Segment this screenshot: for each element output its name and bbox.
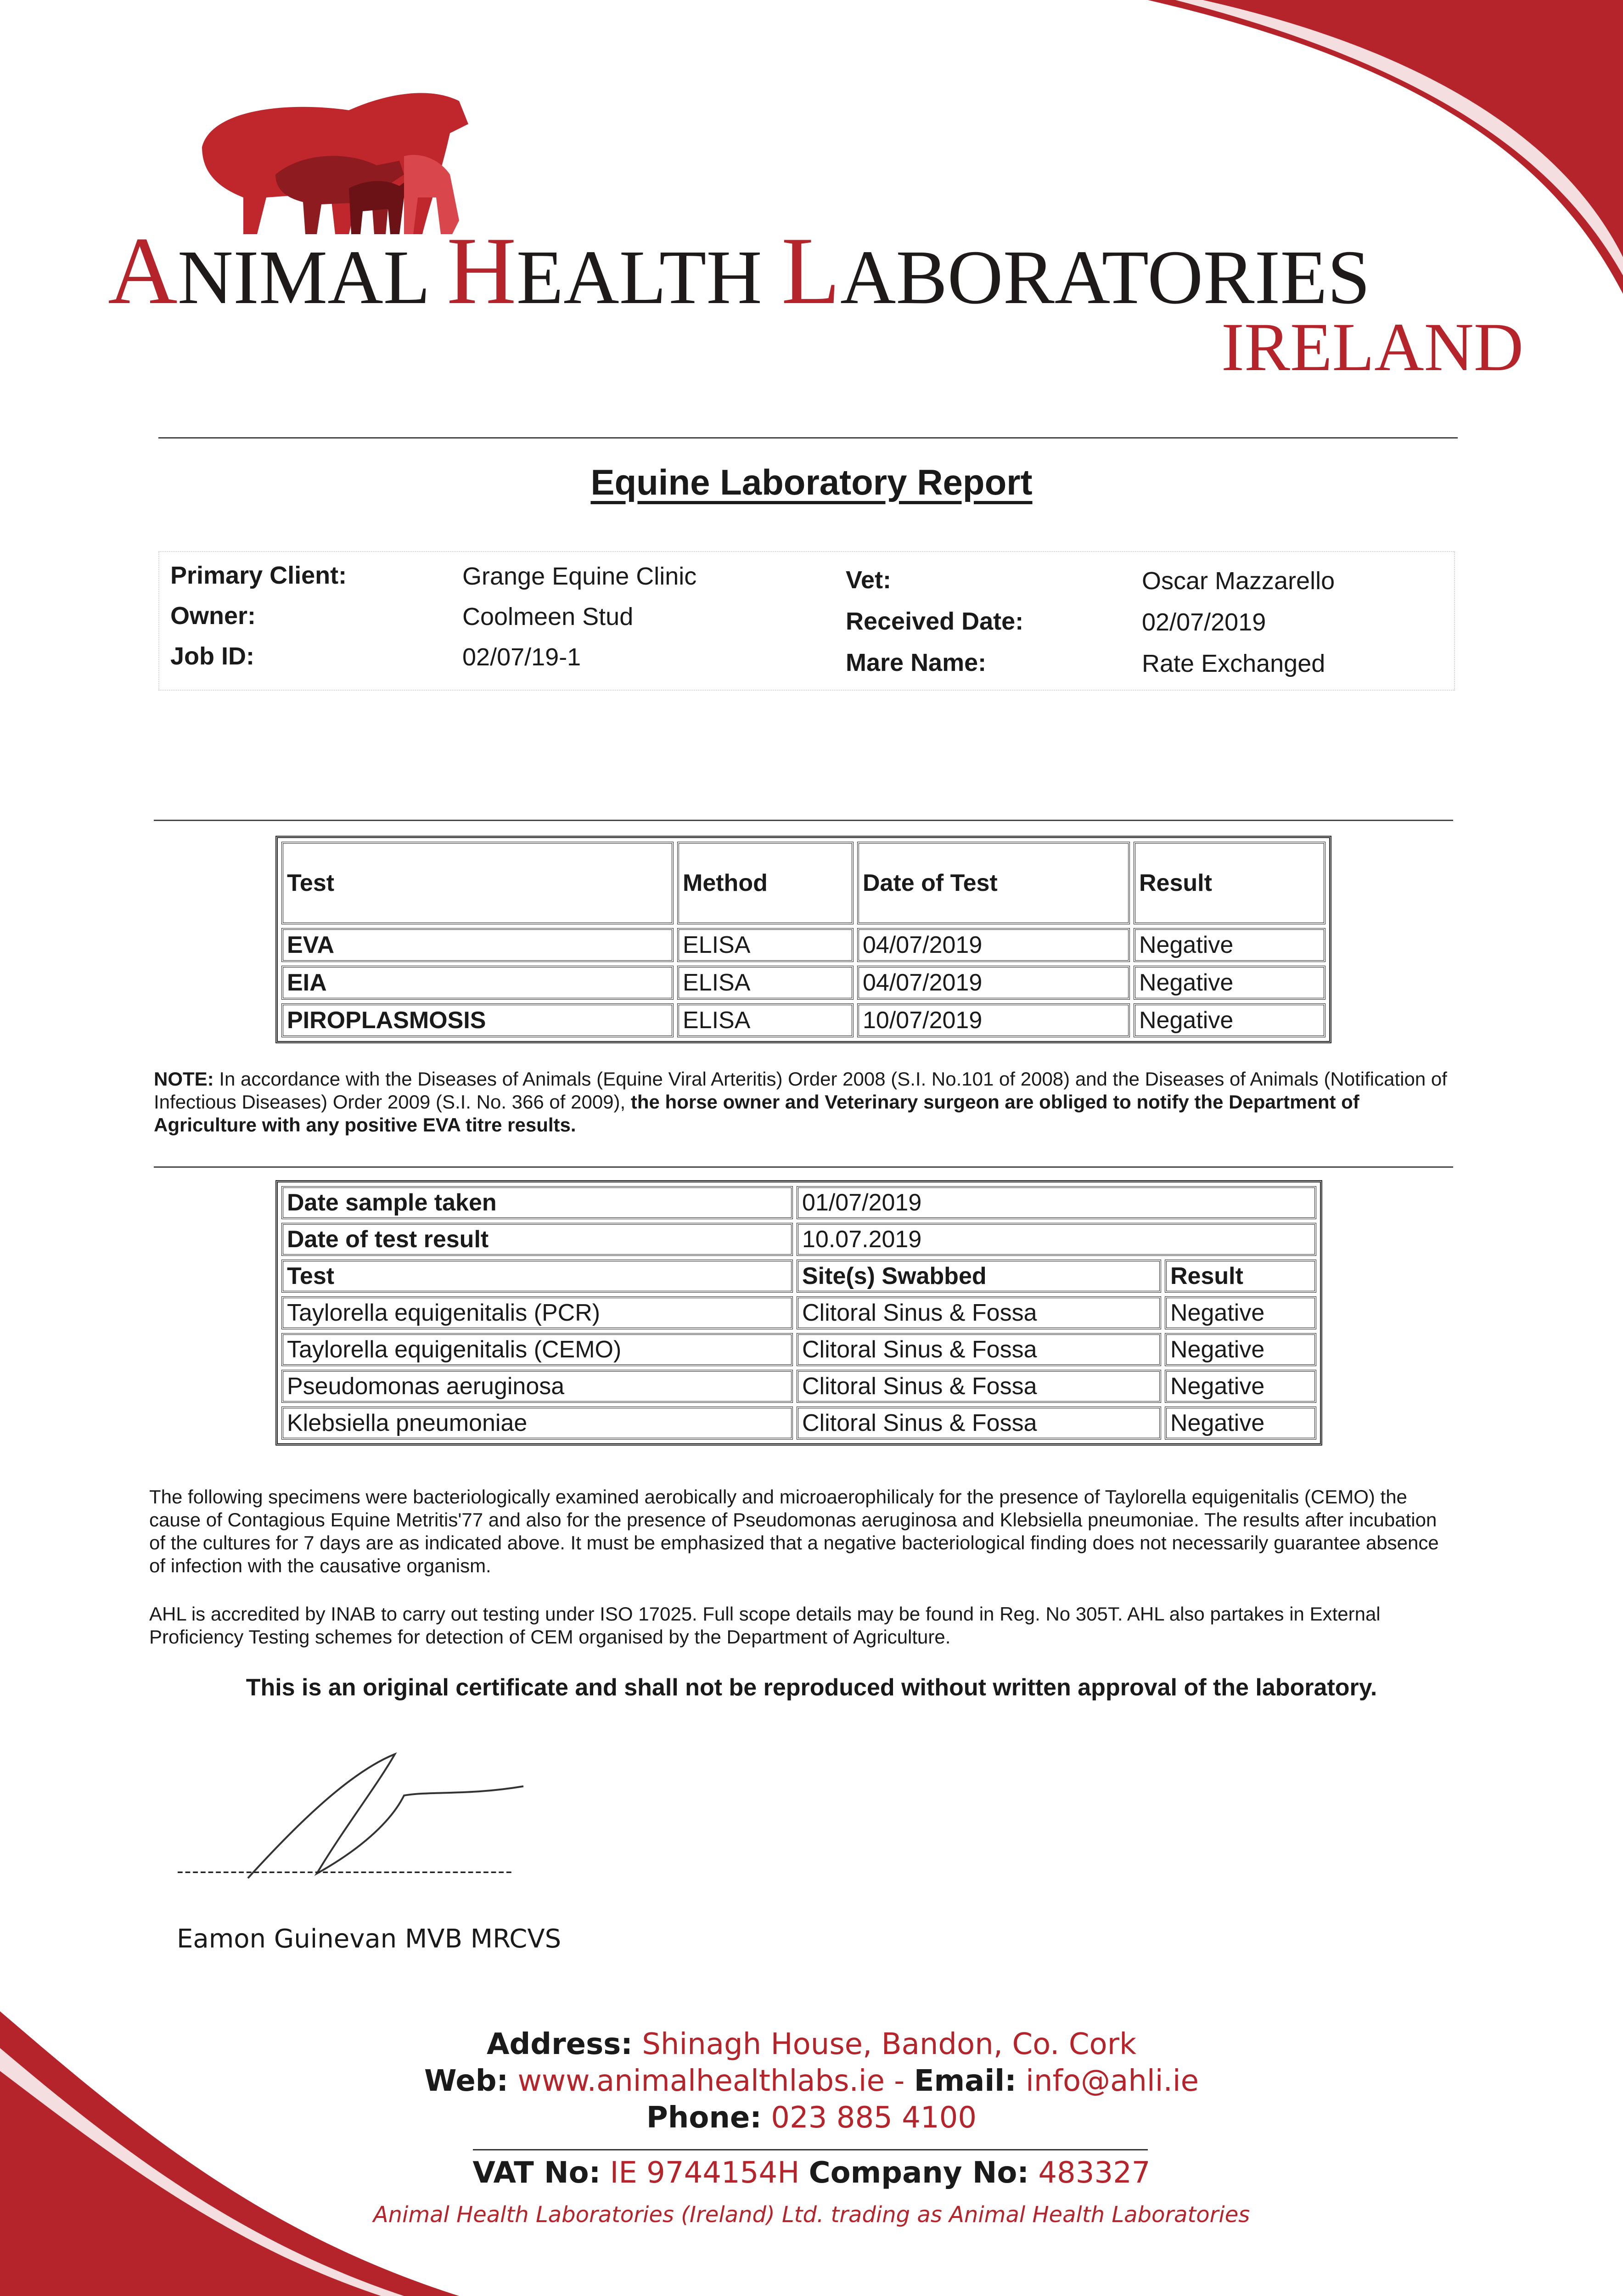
accreditation-paragraph: AHL is accredited by INAB to carry out testing under ISO 17025. Full scope details may be found in Reg. No 305T. AHL also partakes in External Proficiency Testing schemes for detection of CEM organised by the Department of Agriculture. bbox=[149, 1603, 1381, 1648]
result-cell: Negative bbox=[1165, 1370, 1316, 1403]
site-cell: Clitoral Sinus & Fossa bbox=[797, 1296, 1161, 1329]
table-header-row bbox=[281, 1260, 1316, 1293]
footer-trading-name: Animal Health Laboratories (Ireland) Ltd. trading as Animal Health Laboratories bbox=[373, 2202, 1250, 2228]
web-label: Web: bbox=[424, 2064, 509, 2098]
test-name-cell: EVA bbox=[281, 928, 674, 962]
test-results-table bbox=[275, 836, 1331, 1043]
date-taken-row bbox=[281, 1186, 1316, 1219]
result-cell: Negative bbox=[1165, 1333, 1316, 1366]
company-label: Company No: bbox=[809, 2156, 1029, 2190]
date-cell: 10/07/2019 bbox=[857, 1003, 1130, 1037]
date-taken-label: Date sample taken bbox=[281, 1186, 793, 1219]
result-cell: Negative bbox=[1165, 1296, 1316, 1329]
received-date-value: 02/07/2019 bbox=[1142, 608, 1266, 636]
header-test: Test bbox=[281, 1260, 793, 1293]
logo-word-ealth: EALTH bbox=[516, 235, 781, 320]
swab-results-table bbox=[275, 1180, 1322, 1446]
vet-label: Vet: bbox=[846, 566, 892, 594]
primary-client-label: Primary Client: bbox=[170, 562, 347, 589]
method-cell: ELISA bbox=[677, 928, 854, 962]
site-cell: Clitoral Sinus & Fossa bbox=[797, 1370, 1161, 1403]
result-cell: Negative bbox=[1134, 1003, 1325, 1037]
result-cell: Negative bbox=[1165, 1407, 1316, 1440]
site-cell: Clitoral Sinus & Fossa bbox=[797, 1407, 1161, 1440]
company-value: 483327 bbox=[1038, 2156, 1151, 2190]
logo-initial-l: L bbox=[781, 218, 841, 324]
header-sites-swabbed: Site(s) Swabbed bbox=[797, 1260, 1161, 1293]
mare-name-value: Rate Exchanged bbox=[1142, 650, 1325, 677]
email-label: Email: bbox=[914, 2064, 1016, 2098]
date-result-label: Date of test result bbox=[281, 1223, 793, 1256]
address-value: Shinagh House, Bandon, Co. Cork bbox=[642, 2027, 1137, 2061]
footer-registration bbox=[0, 2156, 1623, 2190]
job-id-value: 02/07/19-1 bbox=[462, 643, 581, 671]
header-date-of-test: Date of Test bbox=[857, 842, 1130, 924]
date-cell: 04/07/2019 bbox=[857, 928, 1130, 962]
footer-address bbox=[0, 2027, 1623, 2061]
organism-cell: Klebsiella pneumoniae bbox=[281, 1407, 793, 1440]
table-row bbox=[281, 1003, 1325, 1037]
signatory-name: Eamon Guinevan MVB MRCVS bbox=[177, 1924, 562, 1954]
table-header-row bbox=[281, 842, 1325, 924]
date-cell: 04/07/2019 bbox=[857, 966, 1130, 1000]
address-label: Address: bbox=[486, 2027, 633, 2061]
table-row bbox=[281, 1333, 1316, 1366]
logo-initial-h: H bbox=[447, 218, 517, 324]
mare-name-label: Mare Name: bbox=[846, 649, 987, 676]
footer-web-email bbox=[0, 2064, 1623, 2098]
footer-divider bbox=[473, 2149, 1148, 2150]
test-name-cell: PIROPLASMOSIS bbox=[281, 1003, 674, 1037]
table-row bbox=[281, 966, 1325, 1000]
signature-line: -------------------------------------------- bbox=[177, 1860, 513, 1882]
test-name-cell: EIA bbox=[281, 966, 674, 1000]
lab-logo-wordmark bbox=[108, 216, 1370, 324]
eva-notification-note bbox=[154, 1068, 1449, 1137]
vet-value: Oscar Mazzarello bbox=[1142, 567, 1335, 595]
date-result-row bbox=[281, 1223, 1316, 1256]
logo-country: IRELAND bbox=[1221, 309, 1524, 385]
page-title: Equine Laboratory Report bbox=[590, 462, 1033, 502]
date-taken-value: 01/07/2019 bbox=[797, 1186, 1316, 1219]
header-test: Test bbox=[281, 842, 674, 924]
method-cell: ELISA bbox=[677, 1003, 854, 1037]
table-row bbox=[281, 928, 1325, 962]
organism-cell: Taylorella equigenitalis (PCR) bbox=[281, 1296, 793, 1329]
table-row bbox=[281, 1407, 1316, 1440]
table-row bbox=[281, 1370, 1316, 1403]
header-result: Result bbox=[1134, 842, 1325, 924]
header-divider bbox=[158, 437, 1458, 439]
result-cell: Negative bbox=[1134, 928, 1325, 962]
email-link[interactable]: info@ahli.ie bbox=[1026, 2064, 1199, 2098]
logo-word-nimal: NIMAL bbox=[177, 235, 447, 320]
header-method: Method bbox=[677, 842, 854, 924]
owner-label: Owner: bbox=[170, 602, 256, 630]
logo-word-aboratories: ABORATORIES bbox=[840, 235, 1370, 320]
note-bold-text: the horse owner and Veterinary surgeon are obliged to notify the Department of Agriculture with any positive EVA titre results. bbox=[154, 1091, 1359, 1136]
result-cell: Negative bbox=[1134, 966, 1325, 1000]
table-row bbox=[281, 1296, 1316, 1329]
site-cell: Clitoral Sinus & Fossa bbox=[797, 1333, 1161, 1366]
method-cell: ELISA bbox=[677, 966, 854, 1000]
web-email-separator: - bbox=[894, 2064, 905, 2098]
date-result-value: 10.07.2019 bbox=[797, 1223, 1316, 1256]
client-info-box bbox=[158, 551, 1455, 691]
phone-value: 023 885 4100 bbox=[771, 2101, 977, 2135]
vat-label: VAT No: bbox=[472, 2156, 601, 2190]
footer-phone bbox=[0, 2101, 1623, 2135]
web-link[interactable]: www.animalhealthlabs.ie bbox=[517, 2064, 885, 2098]
job-id-label: Job ID: bbox=[170, 642, 254, 670]
logo-initial-a: A bbox=[108, 218, 178, 324]
organism-cell: Taylorella equigenitalis (CEMO) bbox=[281, 1333, 793, 1366]
received-date-label: Received Date: bbox=[846, 608, 1024, 635]
primary-client-value: Grange Equine Clinic bbox=[462, 563, 697, 590]
owner-value: Coolmeen Stud bbox=[462, 603, 634, 630]
note-label: NOTE: bbox=[154, 1068, 214, 1090]
organism-cell: Pseudomonas aeruginosa bbox=[281, 1370, 793, 1403]
original-certificate-statement: This is an original certificate and shall not be reproduced without written approval of the laboratory. bbox=[246, 1674, 1377, 1701]
vat-value: IE 9744154H bbox=[610, 2156, 800, 2190]
note-text: In accordance with the Diseases of Animals (Equine Viral Arteritis) Order 2008 (S.I. No.101 of 2008) and the Diseases of Animals (Notification of Infectious Diseases) Order 2009 (S.I. No. 366 of 2009), bbox=[154, 1068, 1447, 1113]
phone-label: Phone: bbox=[646, 2101, 762, 2135]
specimens-paragraph: The following specimens were bacteriologically examined aerobically and microaerophilicaly for the presence of Taylorella equigenitalis (CEMO) the cause of Contagious Equine Metritis'77 and also for the presence of Pseudomonas aeruginosa and Klebsiella pneumoniae. The results after incubation of the cultures for 7 days are as indicated above. It must be emphasized that a negative bacteriological finding does not necessarily guarantee absence of infection with the causative organism. bbox=[149, 1486, 1439, 1576]
header-result: Result bbox=[1165, 1260, 1316, 1293]
section-divider-2 bbox=[154, 1166, 1453, 1168]
section-divider-1 bbox=[154, 820, 1453, 821]
